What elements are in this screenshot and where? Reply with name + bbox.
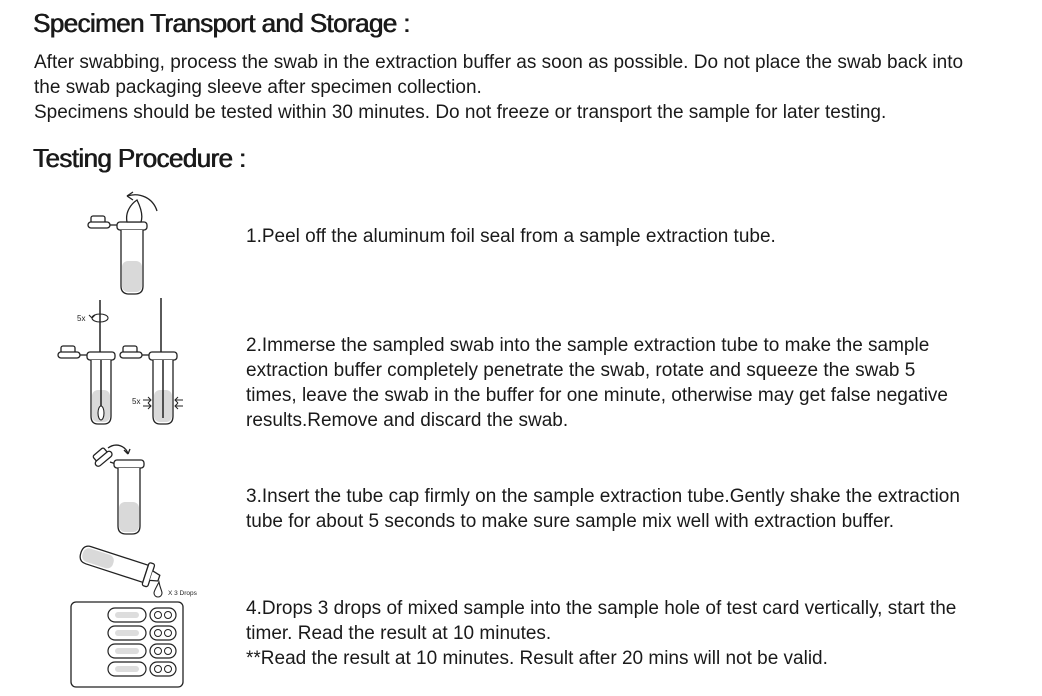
- step-4-line-1: 4.Drops 3 drops of mixed sample into the sample hole of test card vertically, start the: [246, 598, 957, 619]
- squeeze-count-label: 5x: [132, 397, 141, 406]
- step-2-line-4: results.Remove and discard the swab.: [246, 410, 569, 431]
- step-1-line-1: 1.Peel off the aluminum foil seal from a sample extraction tube.: [246, 226, 776, 247]
- step-3-line-1: 3.Insert the tube cap firmly on the sample extraction tube.Gently shake the extraction: [246, 486, 960, 507]
- drops-count-label: X 3 Drops: [168, 590, 197, 597]
- transport-line-3: Specimens should be tested within 30 minutes. Do not freeze or transport the sample for later testing.: [34, 102, 887, 123]
- rotate-count-label: 5x: [77, 314, 86, 323]
- step-4-line-2: timer. Read the result at 10 minutes.: [246, 623, 552, 644]
- step-2-line-1: 2.Immerse the sampled swab into the sample extraction tube to make the sample: [246, 335, 930, 356]
- drop-test-card-icon: [68, 548, 208, 690]
- procedure-heading: Testing Procedure :: [33, 143, 246, 173]
- transport-line-2: the swab packaging sleeve after specimen collection.: [34, 77, 482, 98]
- step-3-line-2: tube for about 5 seconds to make sure sample mix well with extraction buffer.: [246, 511, 895, 532]
- transport-heading: Specimen Transport and Storage :: [33, 8, 410, 38]
- step-2-line-2: extraction buffer completely penetrate the swab, rotate and squeeze the swab 5: [246, 360, 916, 381]
- peel-seal-tube-icon: [85, 186, 165, 296]
- swab-in-tube-icon: [55, 298, 185, 433]
- transport-line-1: After swabbing, process the swab in the extraction buffer as soon as possible. Do not place the swab back into: [34, 52, 964, 73]
- step-4-line-3: **Read the result at 10 minutes. Result after 20 mins will not be valid.: [246, 648, 828, 669]
- cap-tube-icon: [88, 440, 158, 540]
- step-2-line-3: times, leave the swab in the buffer for one minute, otherwise may get false negative: [246, 385, 948, 406]
